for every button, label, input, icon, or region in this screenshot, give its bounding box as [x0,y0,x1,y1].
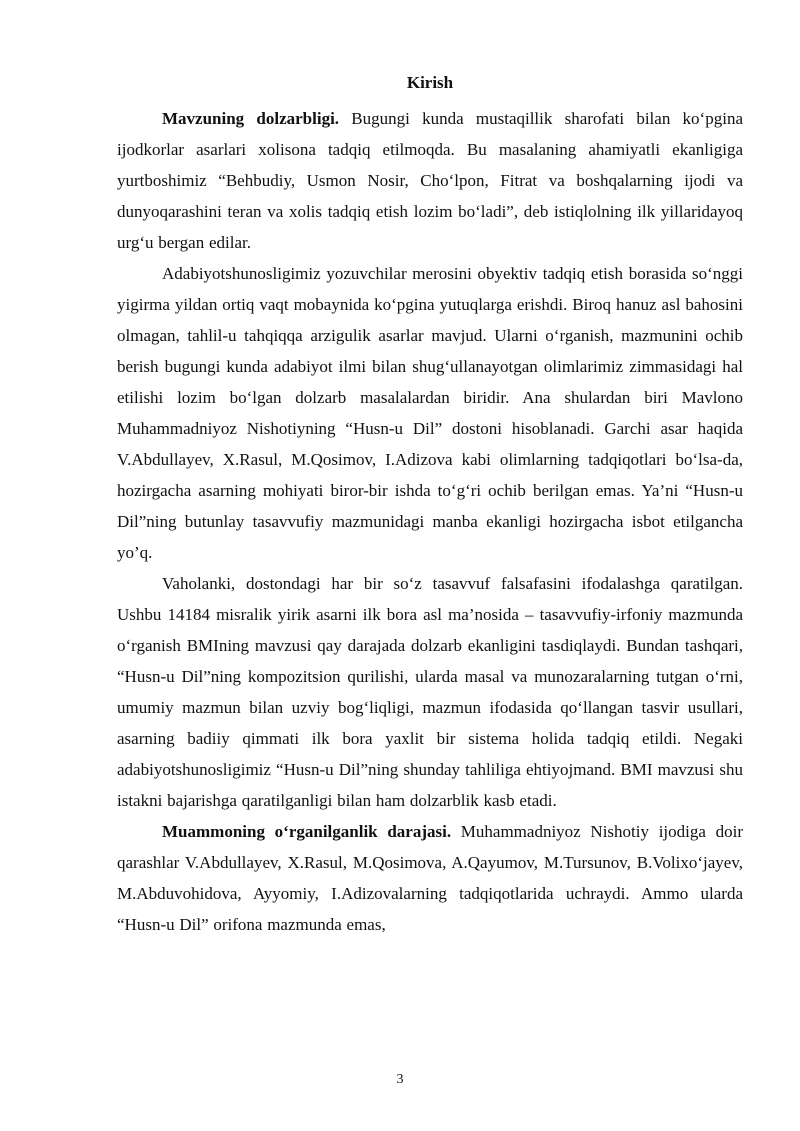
paragraph-sufi-content [117,568,743,816]
page-number: 3 [396,1072,404,1087]
document-page [117,70,743,940]
paragraph-text: Bugungi kunda mustaqillik sharofati bilan ko‘pgina ijodkorlar asarlari xolisona tadqiq etilmoqda. Bu masalaning ahamiyatli ekanligiga yurtboshimiz “Behbudiy, Usmon Nosir, Cho‘lpon, Fitrat va boshqalarning ijodi va dunyoqarashini teran va xolis tadqiq etish lozim bo‘ladi”, deb istiqlolning ilk yillaridayoq urg‘u bergan edilar. [117,109,743,252]
paragraph-relevance [117,103,743,258]
paragraph-research-degree [117,816,743,940]
paragraph-text: Adabiyotshunosligimiz yozuvchilar merosini obyektiv tadqiq etish borasida so‘nggi yigirma yildan ortiq vaqt mobaynida ko‘pgina yutuqlarga erishdi. Biroq hanuz asl bahosini olmagan, tahlil-u tahqiqqa arzigulik asarlar mavjud. Ularni o‘rganish, mazmunini ochib berish bugungi kunda adabiyot ilmi bilan shug‘ullanayotgan olimlarimiz zimmasidagi hal etilishi lozim bo‘lgan dolzarb masalalardan biridir. Ana shulardan biri Mavlono Muhammadniyoz Nishotiyning “Husn-u Dil” dostoni hisoblanadi. Garchi asar haqida V.Abdullayev, X.Rasul, M.Qosimov, I.Adizova kabi olimlarning tadqiqotlari bo‘lsa-da, hozirgacha asarning mohiyati biror-bir ishda to‘g‘ri ochib berilgan emas. Ya’ni “Husn-u Dil”ning butunlay tasavvufiy mazmunidagi manba ekanligi hozirgacha isbot etilgancha yo’q. [117,264,743,562]
paragraph-text: Muhammadniyoz Nishotiy ijodiga doir qarashlar V.Abdullayev, X.Rasul, M.Qosimova, A.Qayumov, M.Tursunov, B.Volixo‘jayev, M.Abduvohidova, Ayyomiy, I.Adizovalarning tadqiqotlarida uchraydi. Ammo ularda “Husn-u Dil” orifona mazmunda emas, [117,822,743,934]
paragraph-lead: Muammoning o‘rganilganlik darajasi. [162,822,452,841]
paragraph-text: Vaholanki, dostondagi har bir so‘z tasavvuf falsafasini ifodalashga qaratilgan. Ushbu 14184 misralik yirik asarni ilk bora asl ma’nosida – tasavvufiy-irfoniy mazmunda o‘rganish BMIning mavzusi qay darajada dolzarb ekanligini tasdiqlaydi. Bundan tashqari, “Husn-u Dil”ning kompozitsion qurilishi, ularda masal va munozaralarning tutgan o‘rni, umumiy mazmun bilan uzviy bog‘liqligi, mazmun ifodasida qo‘llangan tasvir usullari, asarning badiiy qimmati ilk bora yaxlit bir sistema holida tadqiq etildi. Negaki adabiyotshunosligimiz “Husn-u Dil”ning shunday tahliliga ehtiyojmand. BMI mavzusi shu istakni bajarishga qaratilganligi bilan ham dolzarblik kasb etadi. [117,574,743,810]
paragraph-literary-studies [117,258,743,568]
section-title: Kirish [406,73,454,92]
paragraph-lead: Mavzuning dolzarbligi. [162,109,340,128]
